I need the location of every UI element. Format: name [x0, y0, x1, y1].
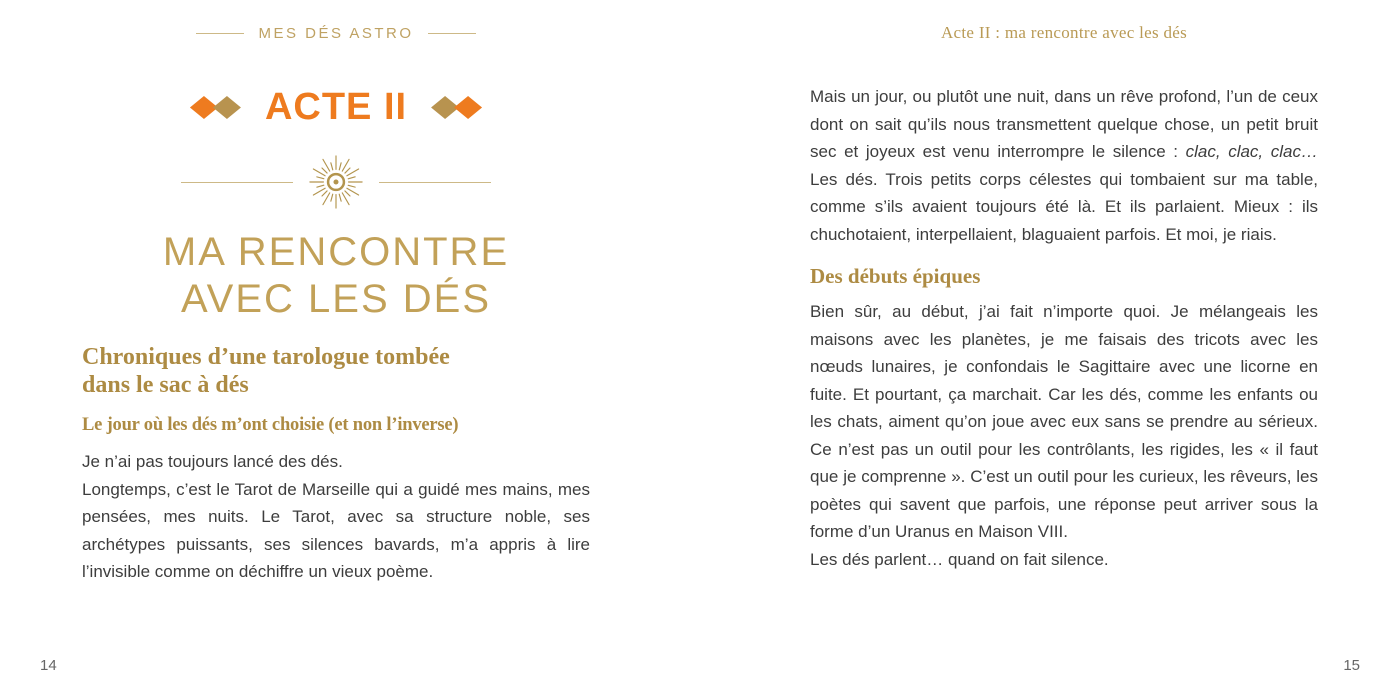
body-paragraph: Bien sûr, au début, j’ai fait n’importe quoi. Je mélangeais les maisons avec les planètes, je me faisais des tricots avec les nœuds lunaires, je confondais le Sagittaire avec une licorne en fuite. Et pourtant, ça marchait. Car les dés, comme les enfants ou les chats, aiment qu’on joue avec eux sans se prendre au sérieux. Ce n’est pas un outil pour les contrôlants, les rigides, les « il faut que je comprenne ». C’est un outil pour les curieux, les rêveurs, les poètes qui savent que parfois, une réponse peut arriver sous la forme d’un Uranus en Maison VIII.	[810, 302, 1318, 541]
diamond-ornament-right	[431, 96, 482, 119]
running-head-rule-left	[196, 33, 244, 34]
right-page	[700, 0, 1400, 700]
divider-line-left	[181, 182, 293, 183]
body-paragraph: Je n’ai pas toujours lancé des dés.	[82, 452, 343, 471]
chapter-title	[82, 229, 590, 323]
diamond-ornament-left	[190, 96, 241, 119]
page-number-left: 14	[40, 657, 57, 674]
paragraph-italic-text: clac, clac, clac…	[1185, 142, 1318, 161]
section-heading: Des débuts épiques	[810, 264, 981, 288]
chapter-title-line2: AVEC LES DÉS	[180, 277, 492, 321]
paragraph-text: Les dés. Trois petits corps célestes qui tombaient sur ma table, comme s’ils avaient toujours été là. Et ils parlaient. Mieux : ils chuchotaient, interpellaient, blaguaient parfois. Et moi, je riais.	[810, 169, 1318, 244]
left-running-head-text: MES DÉS ASTRO	[258, 25, 414, 42]
diamond-icon	[454, 96, 482, 119]
chapter-heading-line1: Chroniques d’une tarologue tombée	[82, 344, 450, 370]
sun-icon	[307, 153, 365, 211]
body-paragraph: Longtemps, c’est le Tarot de Marseille qui a guidé mes mains, mes pensées, mes nuits. Le Tarot, avec sa structure noble, ses archétypes puissants, ses silences bavards, m’a appris à lire l’invisible comme on déchiffre un vieux poème.	[82, 479, 590, 581]
section-heading: Le jour où les dés m’ont choisie (et non l’inverse)	[82, 415, 459, 435]
paragraph-text: Mais un jour, ou plutôt une nuit, dans un rêve profond, l’un de ceux dont on sait qu’ils nous transmettent quelque chose, un petit bruit sec et joyeux est venu interrompre le silence :	[810, 87, 1318, 161]
right-running-head	[810, 23, 1318, 43]
right-running-head-text: Acte II : ma rencontre avec les dés	[940, 23, 1188, 42]
act-label: ACTE II	[264, 86, 408, 128]
sun-divider	[82, 153, 590, 211]
act-title-row	[82, 86, 590, 129]
chapter-heading-line2: dans le sac à dés	[82, 372, 249, 398]
page-number-right: 15	[1343, 657, 1360, 674]
chapter-heading	[82, 343, 590, 399]
body-paragraph	[810, 83, 1318, 248]
body-paragraph: Les dés parlent… quand on fait silence.	[810, 549, 1109, 569]
chapter-title-line1: MA RENCONTRE	[162, 230, 510, 274]
divider-line-right	[379, 182, 491, 183]
left-running-head	[82, 25, 590, 42]
diamond-icon	[213, 96, 241, 119]
running-head-rule-right	[428, 33, 476, 34]
